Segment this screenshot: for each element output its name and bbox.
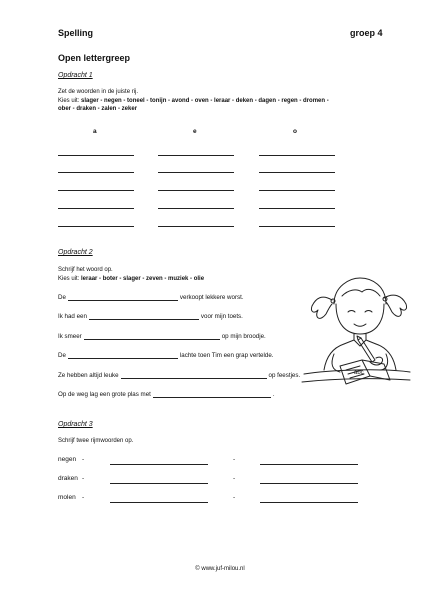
rhyme-dash-1a: - [82, 456, 85, 463]
footer-copyright: © www.juf-milou.nl [195, 566, 245, 572]
rhyme-line-draken-2[interactable] [260, 483, 358, 484]
answer-line-a-1[interactable] [58, 155, 134, 156]
column-header-e: e [193, 128, 197, 135]
sentence-2-after: voor mijn toets. [200, 313, 243, 320]
sentence-5-after: op feestjes. [268, 372, 301, 379]
rhyme-dash-3b: - [233, 494, 236, 501]
task2-choose-prefix: Kies uit: [58, 276, 82, 282]
answer-line-a-3[interactable] [58, 190, 134, 191]
sentence-row-4 [58, 351, 273, 359]
sentence-row-1 [58, 293, 244, 301]
rhyme-dash-2b: - [233, 475, 236, 482]
task1-choose-prefix: Kies uit: [58, 98, 82, 104]
group-label: groep 4 [350, 28, 383, 38]
task2-words: leraar - boter - slager - zeven - muziek - olie [81, 276, 205, 282]
rhyme-word-draken: draken [58, 475, 78, 482]
sentence-row-6 [58, 390, 275, 398]
sentence-2-before: Ik had een [58, 313, 87, 320]
rhyme-dash-3a: - [82, 494, 85, 501]
task1-words-line1: slager - negen - toneel - tonijn - avond - oven - leraar - deken - dagen - regen - dromen - [81, 98, 329, 104]
task1-word-list [58, 97, 388, 113]
rhyme-line-draken-1[interactable] [110, 483, 208, 484]
answer-line-e-2[interactable] [158, 172, 234, 173]
task3-heading: Opdracht 3 [58, 421, 93, 428]
sentence-4-blank[interactable] [68, 351, 178, 359]
answer-line-a-4[interactable] [58, 208, 134, 209]
answer-line-e-3[interactable] [158, 190, 234, 191]
rhyme-dash-1b: - [233, 456, 236, 463]
sentence-2-blank[interactable] [89, 312, 199, 320]
sentence-1-after: verkoopt lekkere worst. [179, 294, 244, 301]
svg-text:abc: abc [354, 370, 364, 376]
sentence-5-before: Ze hebben altijd leuke [58, 372, 119, 379]
rhyme-line-molen-2[interactable] [260, 502, 358, 503]
answer-line-a-5[interactable] [58, 226, 134, 227]
answer-line-o-2[interactable] [259, 172, 335, 173]
task2-word-list [58, 275, 204, 283]
answer-line-o-5[interactable] [259, 226, 335, 227]
sentence-4-after: lachte toen Tim een grap vertelde. [179, 352, 274, 359]
answer-line-a-2[interactable] [58, 172, 134, 173]
answer-line-o-1[interactable] [259, 155, 335, 156]
sentence-6-before: Op de weg lag een grote plas met [58, 391, 151, 398]
task1-instruction: Zet de woorden in de juiste rij. [58, 89, 139, 95]
sentence-3-after: op mijn broodje. [221, 333, 266, 340]
answer-line-e-1[interactable] [158, 155, 234, 156]
sentence-row-2 [58, 312, 243, 320]
answer-line-o-4[interactable] [259, 208, 335, 209]
sentence-3-blank[interactable] [84, 332, 220, 340]
sentence-3-before: Ik smeer [58, 333, 82, 340]
girl-illustration [300, 270, 412, 395]
task2-heading: Opdracht 2 [58, 249, 93, 256]
task3-instruction: Schrijf twee rijmwoorden op. [58, 438, 134, 444]
answer-line-e-5[interactable] [158, 226, 234, 227]
task2-instruction: Schrijf het woord op. [58, 267, 113, 273]
sentence-1-blank[interactable] [68, 293, 178, 301]
sentence-row-3 [58, 332, 266, 340]
sentence-1-before: De [58, 294, 66, 301]
sentence-4-before: De [58, 352, 66, 359]
column-header-o: o [293, 128, 297, 135]
rhyme-line-negen-1[interactable] [110, 464, 208, 465]
rhyme-line-molen-1[interactable] [110, 502, 208, 503]
rhyme-word-negen: negen [58, 456, 77, 463]
column-header-a: a [93, 128, 97, 135]
topic-title: Open lettergreep [58, 53, 131, 63]
task1-words-line2: ober - draken - zalen - zeker [58, 106, 138, 112]
sentence-6-blank[interactable] [153, 390, 271, 398]
task1-heading: Opdracht 1 [58, 72, 93, 79]
sentence-6-after: . [272, 391, 275, 398]
answer-line-e-4[interactable] [158, 208, 234, 209]
rhyme-line-negen-2[interactable] [260, 464, 358, 465]
rhyme-word-molen: molen [58, 494, 76, 501]
sentence-row-5 [58, 371, 300, 379]
sentence-5-blank[interactable] [121, 371, 267, 379]
rhyme-dash-2a: - [82, 475, 85, 482]
answer-line-o-3[interactable] [259, 190, 335, 191]
subject-title: Spelling [58, 28, 94, 38]
